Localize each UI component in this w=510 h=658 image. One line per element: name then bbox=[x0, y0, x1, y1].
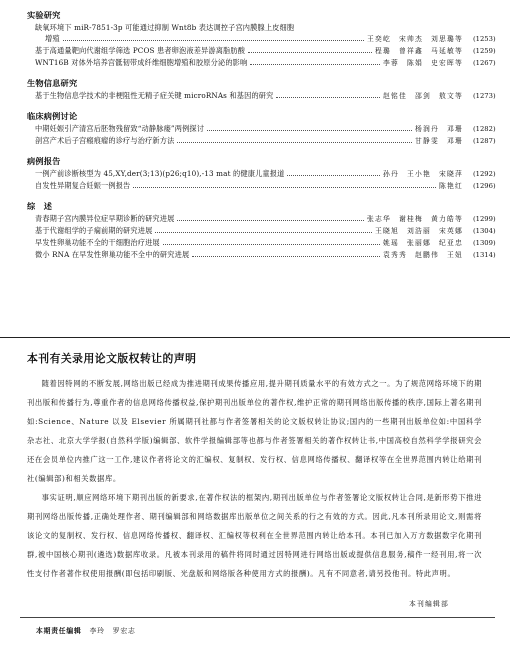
leader-dots bbox=[248, 52, 372, 53]
entry-page: (1299) bbox=[473, 215, 496, 223]
entry-page: (1296) bbox=[473, 182, 496, 190]
toc-entry[interactable] bbox=[35, 45, 495, 57]
entry-authors: 李蓉 陈娟 史宏晖等 bbox=[383, 59, 463, 67]
entry-authors: 袁秀秀 赵鹏伟 王妞 bbox=[383, 251, 463, 259]
entry-title: 早发性卵巢功能不全的干细胞治疗进展 bbox=[35, 238, 160, 247]
leader-dots bbox=[155, 232, 372, 233]
entry-authors: 程璐 曾祥鑫 马延敏等 bbox=[375, 47, 463, 55]
entry-title: 剖宫产术后子宫瘢痕瘤的诊疗与治疗新方法 bbox=[35, 136, 175, 145]
editor-name: 罗宏志 bbox=[112, 627, 136, 635]
table-of-contents bbox=[27, 4, 495, 261]
entry-authors: 王晓旭 刘浩丽 宋英娜 bbox=[375, 227, 463, 235]
leader-dots bbox=[207, 130, 412, 131]
leader-dots bbox=[63, 40, 364, 41]
leader-dots bbox=[192, 256, 380, 257]
entry-authors: 杨润丹 邓珊 bbox=[415, 125, 463, 133]
entry-title: 中期妊娠引产清宫后胚物残留致“动静脉瘘”两例探讨 bbox=[35, 124, 205, 133]
toc-entry[interactable] bbox=[35, 57, 495, 69]
toc-entry[interactable] bbox=[35, 22, 495, 45]
entry-title-continued: 增殖 bbox=[45, 34, 60, 43]
entry-page: (1273) bbox=[473, 92, 496, 100]
leader-dots bbox=[177, 220, 364, 221]
entry-page: (1282) bbox=[473, 125, 496, 133]
section-heading: 病例报告 bbox=[27, 156, 61, 166]
entry-page: (1287) bbox=[473, 137, 496, 145]
entry-title: 微小 RNA 在早发性卵巢功能不全中的研究进展 bbox=[35, 250, 190, 259]
notice-body bbox=[27, 374, 482, 583]
entry-authors: 姚瑶 张丽娜 纪亚忠 bbox=[383, 239, 463, 247]
entry-title: 一例产前诊断核型为 45,XY,der(3;13)(p26;q10),-13 mat 的健康儿童报道 bbox=[35, 169, 285, 178]
toc-entry[interactable] bbox=[35, 123, 495, 135]
entry-authors: 孙丹 王小艳 宋晓萍 bbox=[383, 170, 463, 178]
entry-page: (1292) bbox=[473, 170, 496, 178]
entry-title: WNT16B 对体外培养宫骶韧带成纤维细胞增殖和胶原分泌的影响 bbox=[35, 58, 248, 67]
entry-page: (1253) bbox=[473, 35, 496, 43]
section-heading: 生物信息研究 bbox=[27, 78, 78, 88]
toc-entry[interactable] bbox=[35, 237, 495, 249]
leader-dots bbox=[250, 64, 380, 65]
entry-title: 缺氧环境下 miR-7851-3p 可能通过抑制 Wnt8b 表达调控子宫内膜腺上皮细胞 bbox=[35, 23, 295, 32]
notice-paragraph: 事实证明,顺应网络环境下期刊出版的新要求,在著作权法的框架内,期刊出版单位与作者签署论文版权转让合同,是新形势下推进期刊网络出版传播,正确处理作者、期刊编辑部和网络数据库出版单位之间关系的行之有效的方式。因此,凡本刊所录用论文,则需将该论文的复制权、发行权、信息网络传播权、翻译权、汇编权等权利在全世界范围内转让给本刊。本刊已加入万方数据数字化期刊群,被中国核心期刊(遴选)数据库收录。凡被本刊录用的稿件将同时通过因特网进行网络出版或提供信息服务,稿件一经刊用,将一次性支付作者著作权使用报酬(即包括印刷版、光盘版和网络版各种使用方式的报酬)。凡有不同意者,请另投他刊。特此声明。 bbox=[27, 493, 482, 578]
notice-paragraph: 随着因特网的不断发展,网络出版已经成为推进期刊成果传播应用,提升期刊质量水平的有效方式之一。为了规范网络环境下的期刊出版和传播行为,尊重作者的信息网络传播权益,保护期刊出版单位的著作权,维护正常的期刊网络出版传播的秩序,国际上著名期刊如:Science、Nature 以及 Elsevier 所属期刊社都与作者签署相关的论文版权转让协议;国内的一些期刊出版单位如:中国科学杂志社、北京大学学报(自然科学版)编辑部、软件学报编辑部等也都与作者签署相关的著作权转让书,中国高校自然科学学报研究会还在会员单位内推广这一工作,建议作者将论文的汇编权、复制权、发行权、信息网络传播权、翻译权等在全世界范围内转让给期刊社(编辑部)和相关数据库。 bbox=[27, 379, 482, 483]
toc-entry[interactable] bbox=[35, 249, 495, 261]
entry-authors: 赵铭佳 邵剑 敖文等 bbox=[383, 92, 463, 100]
toc-entry[interactable] bbox=[35, 180, 495, 192]
section-heading: 综 述 bbox=[27, 201, 53, 211]
leader-dots bbox=[163, 244, 380, 245]
toc-entry[interactable] bbox=[35, 135, 495, 147]
section-divider bbox=[0, 337, 510, 338]
leader-dots bbox=[287, 175, 380, 176]
entry-title: 青春期子宫内膜异位症早期诊断的研究进展 bbox=[35, 214, 175, 223]
toc-entry[interactable] bbox=[35, 213, 495, 225]
notice-title: 本刊有关录用论文版权转让的声明 bbox=[27, 352, 197, 365]
entry-page: (1259) bbox=[473, 47, 496, 55]
toc-entry[interactable] bbox=[35, 90, 495, 102]
entry-title: 基于生物信息学技术的非梗阻性无精子症关键 microRNAs 和基因的研究 bbox=[35, 91, 274, 100]
leader-dots bbox=[177, 142, 412, 143]
entry-page: (1309) bbox=[473, 239, 496, 247]
editor-name: 李玲 bbox=[89, 627, 105, 635]
entry-authors: 张志华 谢桂梅 黄力皓等 bbox=[367, 215, 463, 223]
entry-title: 自发性异期复合妊娠一例报告 bbox=[35, 181, 131, 190]
entry-authors: 王奕屹 宋帅杰 刘思璐等 bbox=[367, 35, 463, 43]
leader-dots bbox=[276, 97, 380, 98]
leader-dots bbox=[133, 187, 436, 188]
toc-entry[interactable] bbox=[35, 168, 495, 180]
section-heading: 实验研究 bbox=[27, 10, 61, 20]
entry-authors: 陈艳红 bbox=[439, 182, 463, 190]
section-heading: 临床病例讨论 bbox=[27, 111, 78, 121]
editor-label: 本期责任编辑 bbox=[36, 627, 82, 635]
entry-authors: 甘静雯 邓珊 bbox=[415, 137, 463, 145]
entry-page: (1304) bbox=[473, 227, 496, 235]
entry-page: (1314) bbox=[473, 251, 496, 259]
entry-page: (1267) bbox=[473, 59, 496, 67]
entry-title: 基于高通量靶向代谢组学筛选 PCOS 患者卵泡液差异游离脂肪酸 bbox=[35, 46, 246, 55]
footer-rule bbox=[20, 617, 495, 618]
entry-title: 基于代谢组学的子痫前期的研究进展 bbox=[35, 226, 153, 235]
notice-signature: 本刊编辑部 bbox=[409, 600, 449, 608]
toc-entry[interactable] bbox=[35, 225, 495, 237]
responsible-editors bbox=[36, 625, 144, 635]
